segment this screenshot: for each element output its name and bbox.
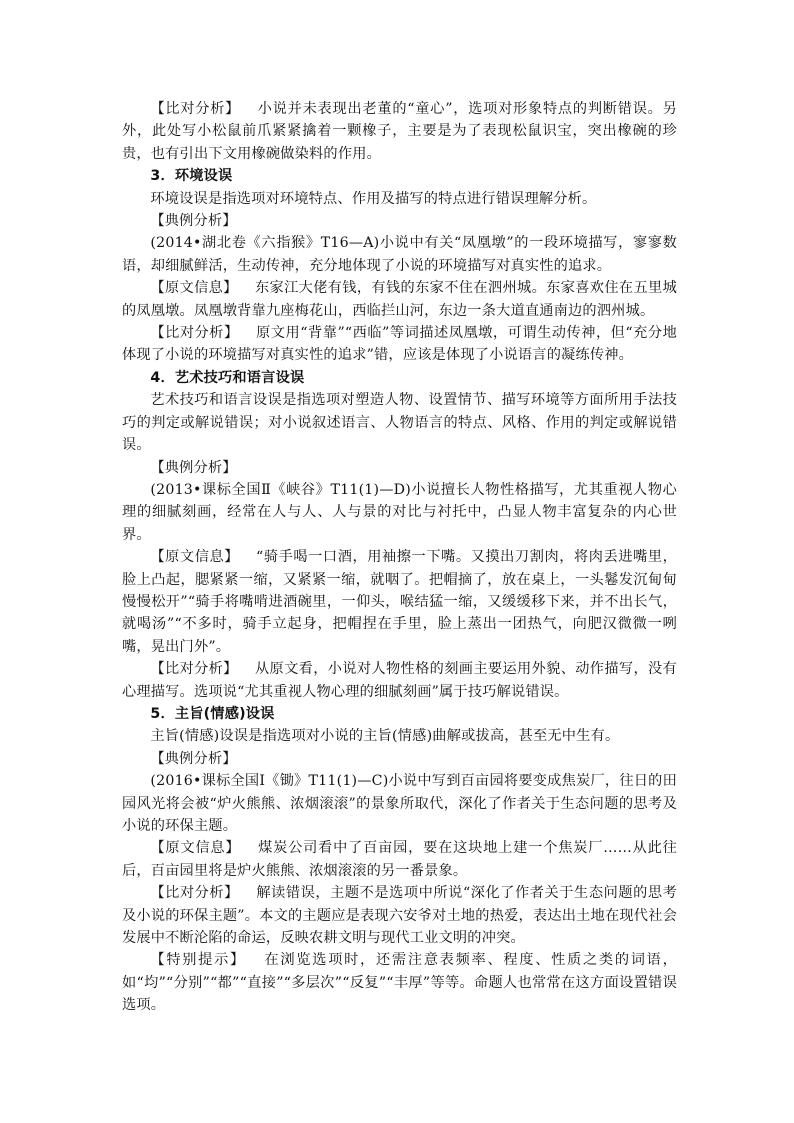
labeled-paragraph [122,322,677,367]
labeled-paragraph [122,210,677,232]
labeled-paragraph [122,277,677,322]
document-page [122,98,677,1017]
paragraph-text: 艺术技巧和语言设误是指选项对塑造人物、设置情节、描写环境等方面所用手法技巧的判定或解说错误；对小说叙述语言、人物语言的特点、风格、作用的判定或解说错误。 [122,392,677,454]
labeled-paragraph [122,457,677,479]
paragraph-tag: 【比对分析】 [150,325,239,342]
paragraph-text: 从原文看，小说对人物性格的刻画主要运用外貌、动作描写，没有心理描写。选项说“尤其重视人物心理的细腻刻画”属于技巧解说错误。 [122,661,677,700]
section-heading: 5．主旨(情感)设误 [150,705,275,722]
paragraph-text: (2016•课标全国Ⅰ《锄》T11(1)—C)小说中写到百亩园将要变成焦炭厂，往日的田园风光将会被“炉火熊熊、浓烟滚滚”的景象所取代，深化了作者关于生态问题的思考及小说的环保主题。 [122,773,677,834]
paragraph-tag: 【典例分析】 [150,213,237,230]
labeled-paragraph [122,882,677,949]
labeled-paragraph [122,546,677,658]
paragraph-tag: 【比对分析】 [150,661,238,678]
paragraph-text: 环境设误是指选项对环境特点、作用及描写的特点进行错误理解分析。 [150,190,597,207]
paragraph-text: 东家江大佬有钱，有钱的东家不住在泗州城。东家喜欢住在五里城的凤凰墩。凤凰墩背靠九座梅花山，西临拦山河，东边一条大道直通南边的泗州城。 [122,280,677,319]
labeled-paragraph [122,748,677,770]
paragraph-tag: 【原文信息】 [150,840,241,857]
paragraph-text: 原文用“背靠”“西临”等词描述凤凰墩，可谓生动传神，但“充分地体现了小说的环境描写对真实性的追求”错，应该是体现了小说语言的凝练传神。 [122,325,677,364]
section-heading: 4．艺术技巧和语言设误 [150,369,305,386]
paragraph [122,770,677,837]
paragraph-tag: 【特别提示】 [150,952,246,969]
labeled-paragraph [122,658,677,703]
paragraph-text: 解读错误，主题不是选项中所说“深化了作者关于生态问题的思考及小说的环保主题”。本文的主题应是表现六安爷对土地的热爱，表达出土地在现代社会发展中不断沦陷的命运，反映农耕文明与现代工业文明的冲突。 [122,885,677,947]
paragraph [122,188,677,210]
paragraph-text: 在浏览选项时，还需注意表频率、程度、性质之类的词语，如“均”“分别”“都”“直接”“多层次”“反复”“丰厚”等等。命题人也常常在这方面设置错误选项。 [122,952,677,1014]
paragraph-tag: 【原文信息】 [150,549,239,566]
paragraph-tag: 【典例分析】 [150,459,237,476]
paragraph-tag: 【原文信息】 [150,280,238,297]
paragraph [122,725,677,747]
paragraph-text: 煤炭公司看中了百亩园，要在这块地上建一个焦炭厂……从此往后，百亩园里将是炉火熊熊、浓烟滚滚的另一番景象。 [122,840,678,879]
labeled-paragraph [122,837,677,882]
paragraph [122,232,677,277]
paragraph-text: 主旨(情感)设误是指选项对小说的主旨(情感)曲解或拔高，甚至无中生有。 [150,728,620,745]
labeled-paragraph [122,949,677,1016]
labeled-paragraph [122,98,677,165]
paragraph [122,389,677,456]
paragraph-tag: 【比对分析】 [150,885,239,902]
paragraph-text: 小说并未表现出老董的“童心”，选项对形象特点的判断错误。另外，此处写小松鼠前爪紧紧擒着一颗橡子，主要是为了表现松鼠识宝，突出橡碗的珍贵，也有引出下文用橡碗做染料的作用。 [122,101,677,162]
paragraph [122,479,677,546]
paragraph-text: (2014•湖北卷《六指猴》T16—A)小说中有关“凤凰墩”的一段环境描写，寥寥数语，却细腻鲜活，生动传神，充分地体现了小说的环境描写对真实性的追求。 [122,235,677,274]
paragraph-tag: 【典例分析】 [150,750,237,767]
section-heading: 3．环境设误 [150,168,233,185]
paragraph-tag: 【比对分析】 [150,101,241,117]
paragraph-text: “骑手喝一口酒，用袖擦一下嘴。又摸出刀割肉，将肉丢进嘴里，脸上凸起，腮紧紧一缩，又紧紧一缩，就咽了。把帽摘了，放在桌上，一头鬈发沉甸甸慢慢松开”“骑手将嘴啃进酒碗里，一仰头，喉结猛一缩，又缓缓移下来，并不出长气，就喝汤”“不多时，骑手立起身，把帽捏在手里，脸上蒸出一团热气，向肥汉微微一咧嘴，晃出门外”。 [122,549,677,655]
paragraph-text: (2013•课标全国Ⅱ《峡谷》T11(1)—D)小说擅长人物性格描写，尤其重视人物心理的细腻刻画，经常在人与人、人与景的对比与衬托中，凸显人物丰富复杂的内心世界。 [122,481,677,543]
